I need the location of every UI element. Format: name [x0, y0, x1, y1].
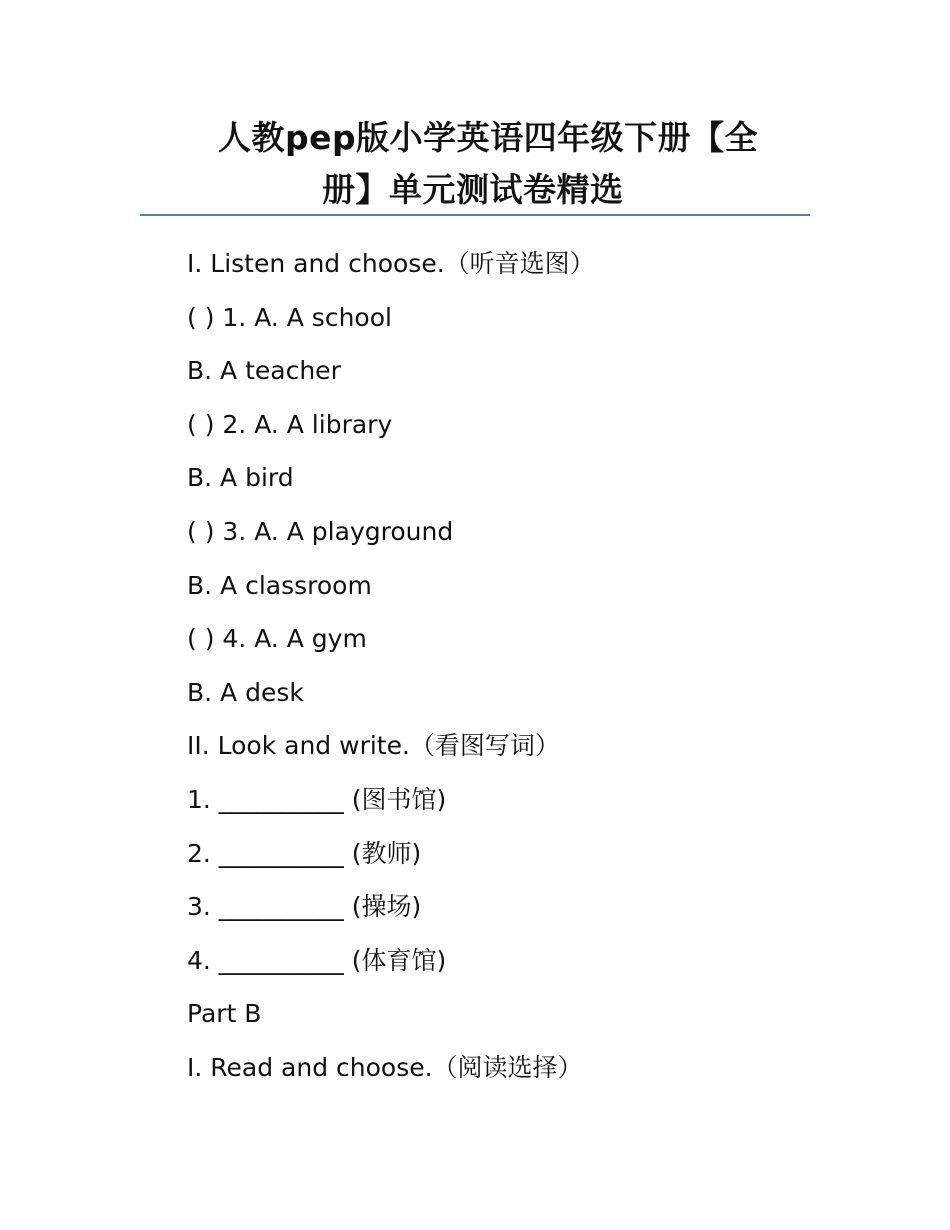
- title-underline-divider: [140, 214, 810, 216]
- document-title: [140, 112, 810, 216]
- exercise-content: [187, 241, 807, 1099]
- section-heading-read-choose: I. Read and choose.（阅读选择）: [187, 1052, 583, 1082]
- question-3-option-b: B. A classroom: [187, 570, 372, 600]
- document-title-line-1: 人教pep版小学英语四年级下册【全: [218, 118, 759, 157]
- write-item-4: 4. __________ (体育馆): [187, 945, 447, 975]
- write-item-3: 3. __________ (操场): [187, 892, 422, 922]
- document-title-line-2: 册】单元测试卷精选: [322, 170, 624, 209]
- question-3-option-a: ( ) 3. A. A playground: [187, 516, 454, 546]
- question-1-option-a: ( ) 1. A. A school: [187, 302, 392, 332]
- question-2-option-a: ( ) 2. A. A library: [187, 409, 393, 439]
- question-1-option-b: B. A teacher: [187, 356, 341, 386]
- part-b-heading: Part B: [187, 999, 262, 1029]
- question-2-option-b: B. A bird: [187, 463, 294, 493]
- write-item-2: 2. __________ (教师): [187, 838, 422, 868]
- question-4-option-b: B. A desk: [187, 677, 304, 707]
- write-item-1: 1. __________ (图书馆): [187, 784, 447, 814]
- section-heading-look-write: II. Look and write.（看图写词）: [187, 731, 560, 761]
- question-4-option-a: ( ) 4. A. A gym: [187, 624, 367, 654]
- section-heading-listen-choose: I. Listen and choose.（听音选图）: [187, 249, 595, 278]
